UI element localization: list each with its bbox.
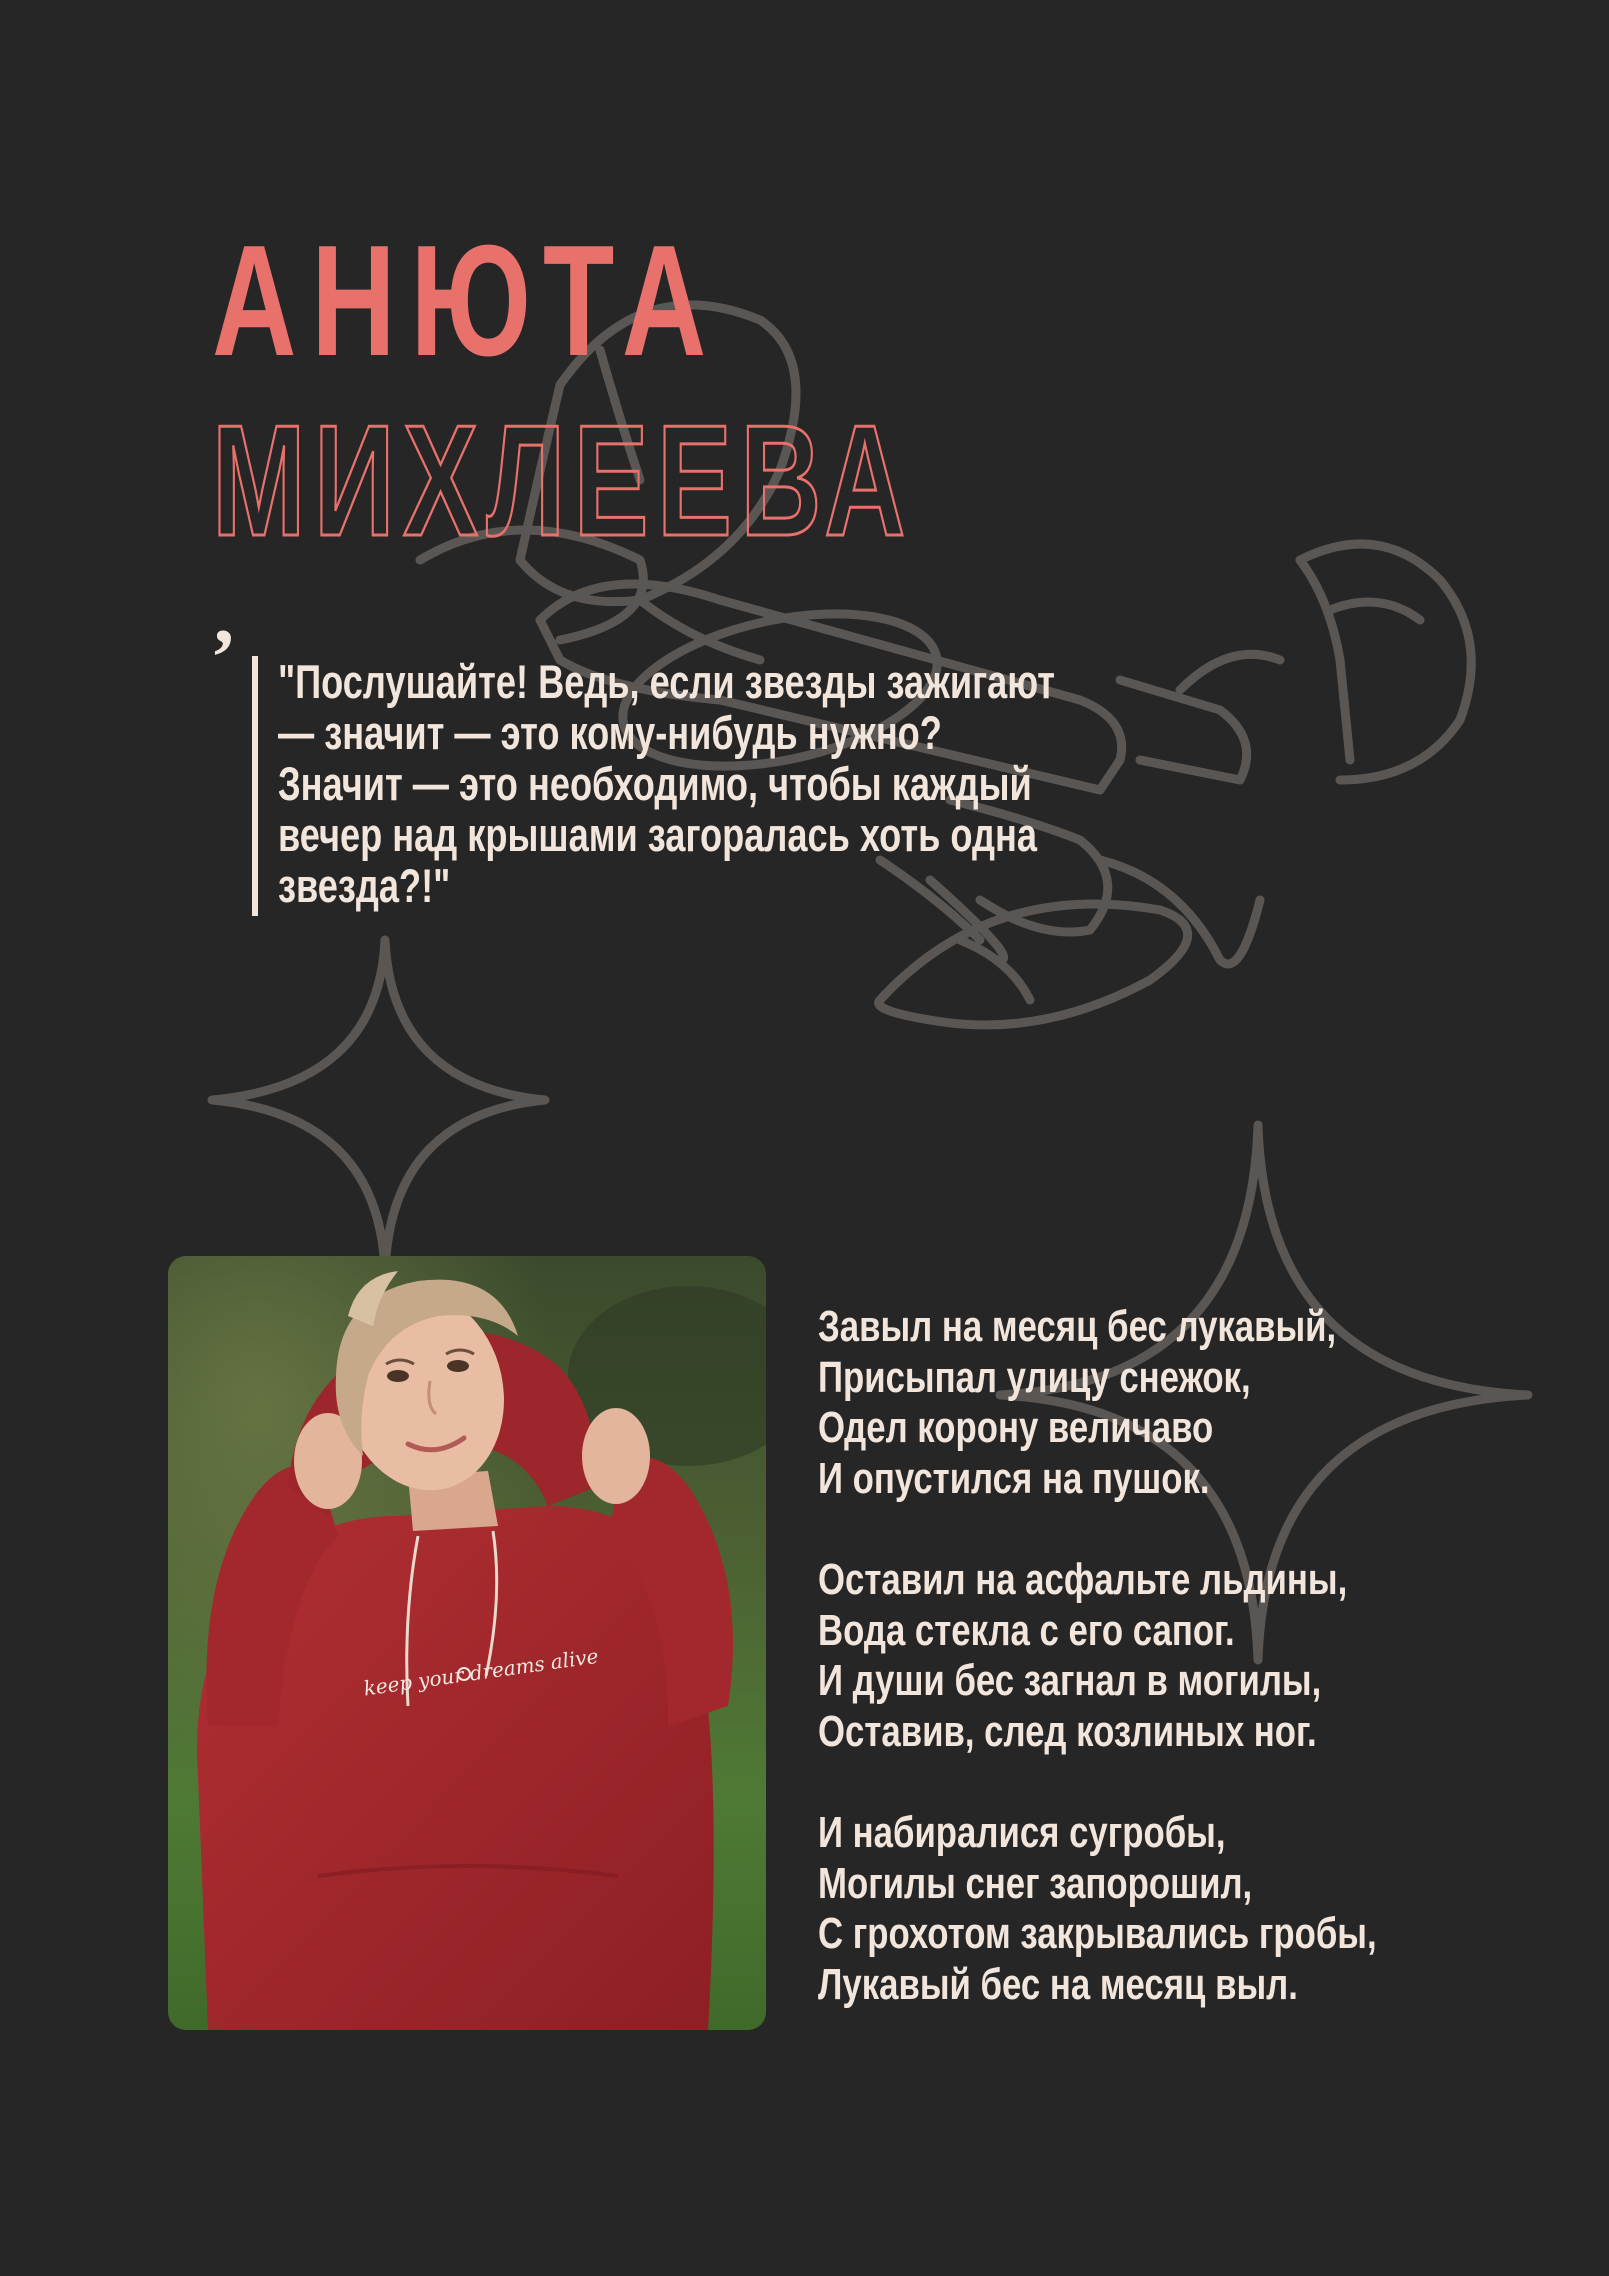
poem-line: Могилы снег запорошил, <box>818 1858 1253 1908</box>
quote-text: "Послушайте! Ведь, если звезды зажигают — значит — это кому-нибудь нужно? Значит — это необходимо, чтобы каждый вечер над крышами загоралась хоть одна звезда?!" <box>278 655 1056 912</box>
poem-line: И души бес загнал в могилы, <box>818 1656 1322 1705</box>
poem-line: И опустился на пушок. <box>818 1453 1210 1503</box>
poem-line: И набиралися сугробы, <box>818 1808 1226 1857</box>
sparkle-icon <box>212 940 545 1270</box>
poem-line: Завыл на месяц бес лукавый, <box>818 1302 1337 1351</box>
poem-line: С грохотом закрывались гробы, <box>818 1909 1377 1958</box>
poem-line: Оставив, след козлиных ног. <box>818 1706 1317 1756</box>
author-first-name: АНЮТА <box>212 213 722 389</box>
poem-line: Вода стекла с его сапог. <box>818 1605 1235 1655</box>
poem-stanza <box>818 1302 1418 1504</box>
author-photo <box>168 1256 766 2030</box>
poem-stanza <box>818 1555 1418 1757</box>
poem-line: Присыпал улицу снежок, <box>818 1352 1251 1402</box>
author-last-name: МИХЛЕЕВА <box>212 393 914 569</box>
poem-line: Оставил на асфальте льдины, <box>818 1555 1348 1604</box>
poem-stanza <box>818 1808 1418 2010</box>
poem-line: Одел корону величаво <box>818 1403 1214 1452</box>
hoodie-print-text: keep your dreams alive <box>362 1643 600 1701</box>
quote-mark-icon: ’ <box>210 614 237 702</box>
poem <box>818 1302 1418 2061</box>
poem-line: Лукавый бес на месяц выл. <box>818 1959 1298 2009</box>
quote-divider <box>252 656 258 916</box>
